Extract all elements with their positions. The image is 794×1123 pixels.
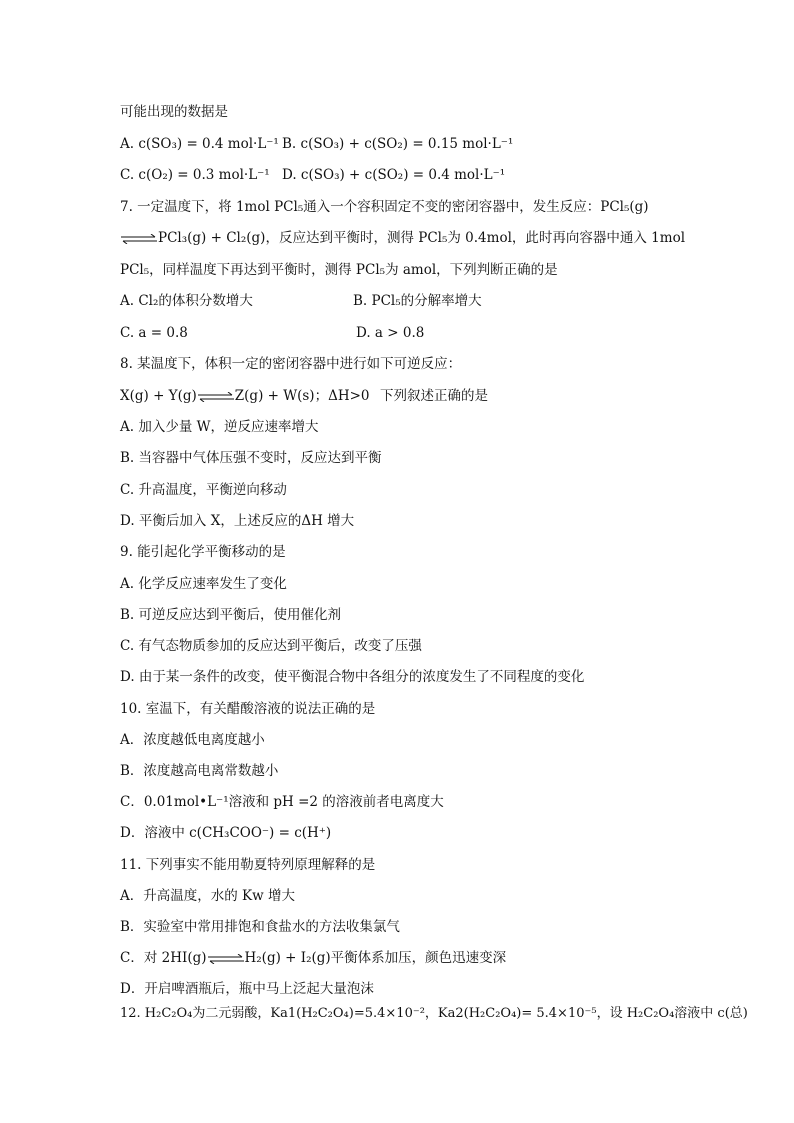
equilibrium-arrow-icon (208, 954, 244, 964)
q11-option-c (120, 948, 506, 968)
q7-option-c: C. a = 0.8 (120, 325, 188, 341)
equilibrium-arrow-icon (198, 392, 234, 402)
q10-option-b: B．浓度越高电离常数越小 (120, 763, 279, 779)
q8-option-c: C. 升高温度，平衡逆向移动 (120, 482, 287, 498)
q11-option-d: D．开启啤酒瓶后，瓶中马上泛起大量泡沫 (120, 981, 374, 997)
q7-stem-line1: 7. 一定温度下，将 1mol PCl₅通入一个容积固定不变的密闭容器中，发生反应：PCl₅(g) (120, 199, 649, 215)
q9-option-b: B. 可逆反应达到平衡后，使用催化剂 (120, 607, 342, 623)
q9-option-d: D. 由于某一条件的改变，使平衡混合物中各组分的浓度发生了不同程度的变化 (120, 669, 585, 685)
q11-c-left: C．对 2HI(g) (120, 950, 207, 966)
q11-stem: 11. 下列事实不能用勒夏特列原理解释的是 (120, 857, 376, 873)
q9-option-a: A. 化学反应速率发生了变化 (120, 576, 287, 592)
q7-option-d: D. a > 0.8 (356, 325, 425, 341)
q10-option-d: D．溶液中 c(CH₃COO⁻) = c(H⁺) (120, 825, 332, 841)
q8-option-a: A. 加入少量 W，逆反应速率增大 (120, 419, 319, 435)
q7-option-b: B. PCl₅的分解率增大 (353, 293, 482, 309)
q10-option-a: A．浓度越低电离度越小 (120, 732, 265, 748)
q7-option-a: A. Cl₂的体积分数增大 (120, 293, 253, 309)
q6-intro: 可能出现的数据是 (120, 104, 228, 120)
q7-stem-line3: PCl₅，同样温度下再达到平衡时，测得 PCl₅为 amol，下列判断正确的是 (120, 262, 558, 278)
q11-c-right: H₂(g) + I₂(g)平衡体系加压，颜色迅速变深 (244, 950, 507, 966)
q8-option-b: B. 当容器中气体压强不变时，反应达到平衡 (120, 450, 382, 466)
q6-option-c: C. c(O₂) = 0.3 mol·L⁻¹ (120, 167, 270, 183)
q8-eq-right: Z(g) + W(s)；ΔH>0 (234, 388, 370, 404)
equilibrium-arrow-icon (121, 234, 157, 244)
q12-stem: 12. H₂C₂O₄为二元弱酸，Ka1(H₂C₂O₄)=5.4×10⁻²，Ka2(H₂C₂O₄)= 5.4×10⁻⁵，设 H₂C₂O₄溶液中 c(总) (120, 1006, 748, 1021)
q6-option-a: A. c(SO₃) = 0.4 mol·L⁻¹ (120, 136, 279, 152)
q10-stem: 10. 室温下，有关醋酸溶液的说法正确的是 (120, 701, 376, 717)
q6-option-b: B. c(SO₃) + c(SO₂) = 0.15 mol·L⁻¹ (282, 136, 514, 152)
q7-line2-text: PCl₃(g) + Cl₂(g)，反应达到平衡时，测得 PCl₅为 0.4mol，此时再向容器中通入 1mol (158, 230, 686, 246)
q10-option-c: C．0.01mol•L⁻¹溶液和 pH =2 的溶液前者电离度大 (120, 794, 444, 810)
q8-stem: 8. 某温度下，体积一定的密闭容器中进行如下可逆反应： (120, 356, 462, 372)
q8-eq-left: X(g) + Y(g) (120, 388, 197, 404)
q8-equation (120, 386, 370, 406)
q6-option-d: D. c(SO₃) + c(SO₂) = 0.4 mol·L⁻¹ (282, 167, 506, 183)
q9-option-c: C. 有气态物质参加的反应达到平衡后，改变了压强 (120, 638, 422, 654)
q9-stem: 9. 能引起化学平衡移动的是 (120, 544, 286, 560)
q7-stem-line2 (120, 228, 685, 248)
q11-option-a: A．升高温度，水的 Kw 增大 (120, 888, 295, 904)
q8-eq-tail: 下列叙述正确的是 (380, 388, 488, 404)
q11-option-b: B．实验室中常用排饱和食盐水的方法收集氯气 (120, 919, 400, 935)
q8-option-d: D. 平衡后加入 X，上述反应的ΔH 增大 (120, 513, 355, 529)
